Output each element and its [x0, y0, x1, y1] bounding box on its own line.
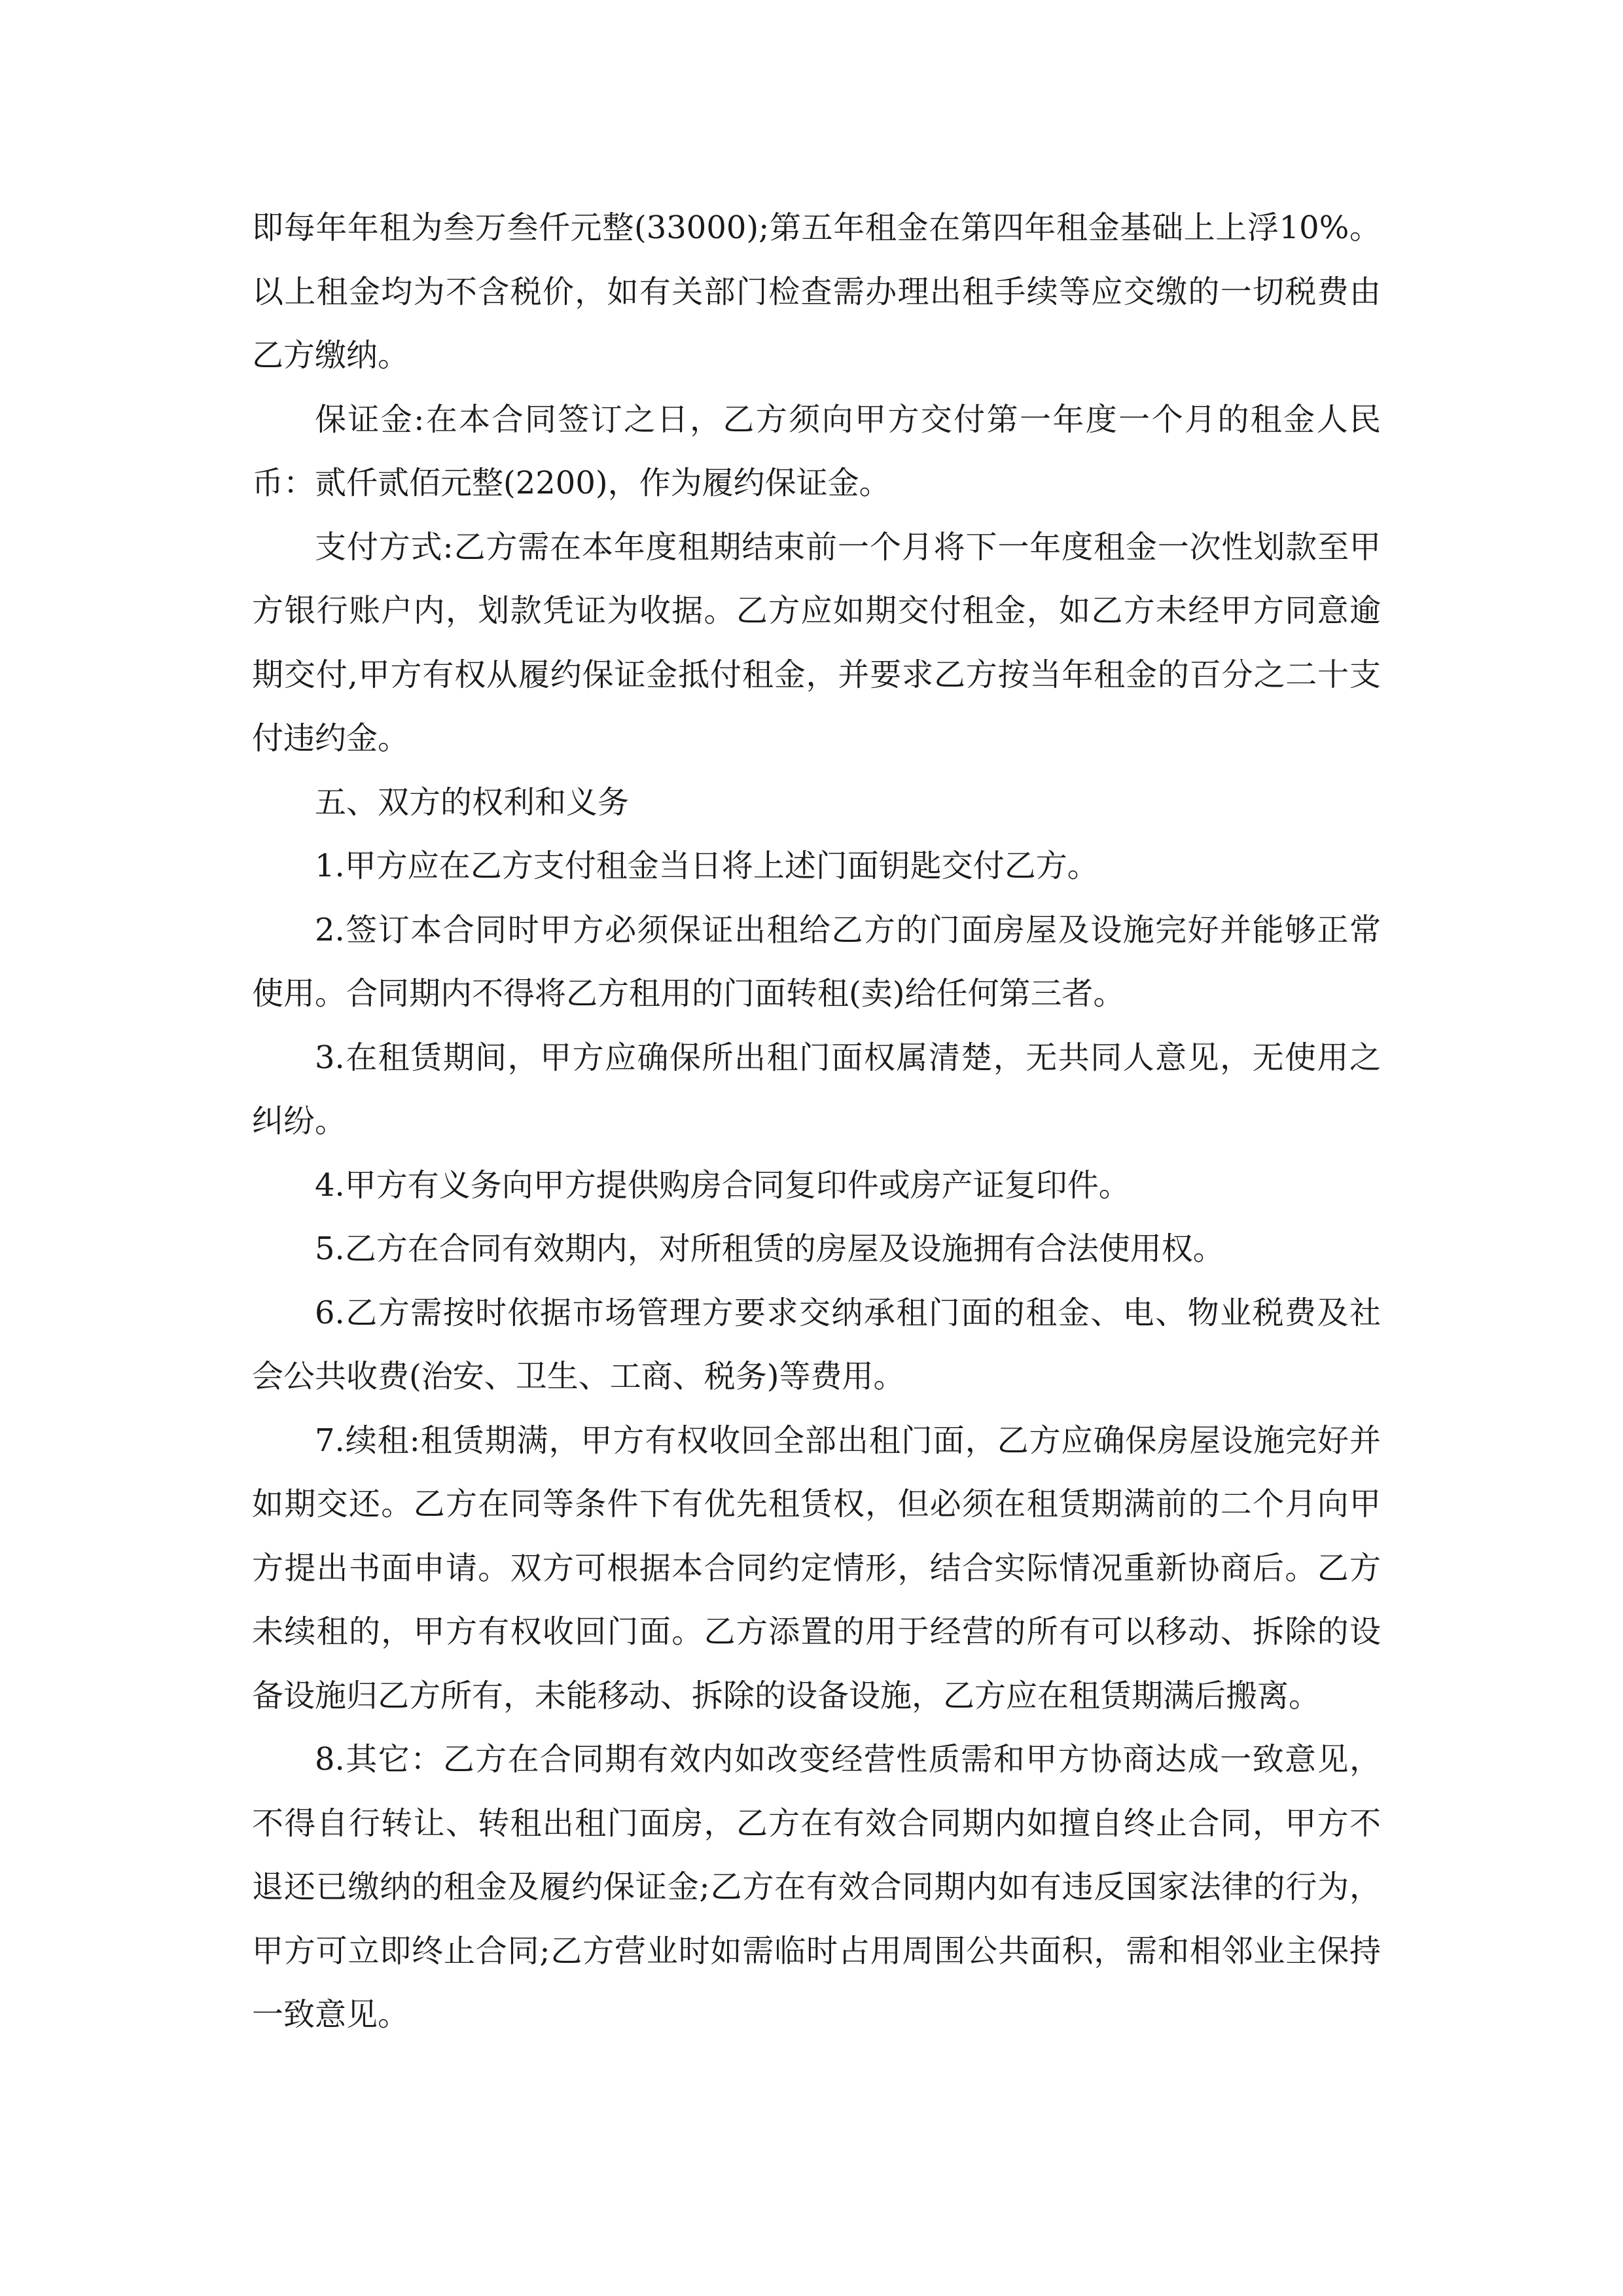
clause-4: 4.甲方有义务向甲方提供购房合同复印件或房产证复印件。: [315, 1166, 1130, 1204]
clause-2: 2.签订本合同时甲方必须保证出租给乙方的门面房屋及设施完好并能够正常使用。合同期内不得将乙方租用的门面转租(卖)给任何第三者。: [252, 911, 1381, 1012]
clause-6: 6.乙方需按时依据市场管理方要求交纳承租门面的租金、电、物业税费及社会公共收费(治安、卫生、工商、税务)等费用。: [252, 1294, 1381, 1395]
clause-3: 3.在租赁期间，甲方应确保所出租门面权属清楚，无共同人意见，无使用之纠纷。: [252, 1039, 1381, 1139]
document-body: [252, 196, 1381, 2047]
clause-5: 5.乙方在合同有效期内，对所租赁的房屋及设施拥有合法使用权。: [315, 1230, 1224, 1267]
paragraph-payment-method: 支付方式:乙方需在本年度租期结束前一个月将下一年度租金一次性划款至甲方银行账户内，划款凭证为收据。乙方应如期交付租金，如乙方未经甲方同意逾期交付,甲方有权从履约保证金抵付租金，并要求乙方按当年租金的百分之二十支付违约金。: [252, 528, 1381, 757]
paragraph-rent-amount: 即每年年租为叁万叁仟元整(33000);第五年租金在第四年租金基础上上浮10%。以上租金均为不含税价，如有关部门检查需办理出租手续等应交缴的一切税费由乙方缴纳。: [252, 209, 1381, 374]
section-heading-rights-obligations: 五、双方的权利和义务: [315, 783, 630, 821]
clause-7-renewal: 7.续租:租赁期满，甲方有权收回全部出租门面，乙方应确保房屋设施完好并如期交还。乙方在同等条件下有优先租赁权，但必须在租赁期满前的二个月向甲方提出书面申请。双方可根据本合同约定情形，结合实际情况重新协商后。乙方未续租的，甲方有权收回门面。乙方添置的用于经营的所有可以移动、拆除的设备设施归乙方所有，未能移动、拆除的设备设施，乙方应在租赁期满后搬离。: [252, 1422, 1381, 1714]
clause-8-other: 8.其它：乙方在合同期有效内如改变经营性质需和甲方协商达成一致意见，不得自行转让、转租出租门面房，乙方在有效合同期内如擅自终止合同，甲方不退还已缴纳的租金及履约保证金;乙方在有效合同期内如有违反国家法律的行为，甲方可立即终止合同;乙方营业时如需临时占用周围公共面积，需和相邻业主保持一致意见。: [252, 1741, 1381, 2033]
clause-1: 1.甲方应在乙方支付租金当日将上述门面钥匙交付乙方。: [315, 848, 1099, 884]
paragraph-deposit: 保证金:在本合同签订之日，乙方须向甲方交付第一年度一个月的租金人民币：贰仟贰佰元整(2200)，作为履约保证金。: [252, 401, 1381, 501]
